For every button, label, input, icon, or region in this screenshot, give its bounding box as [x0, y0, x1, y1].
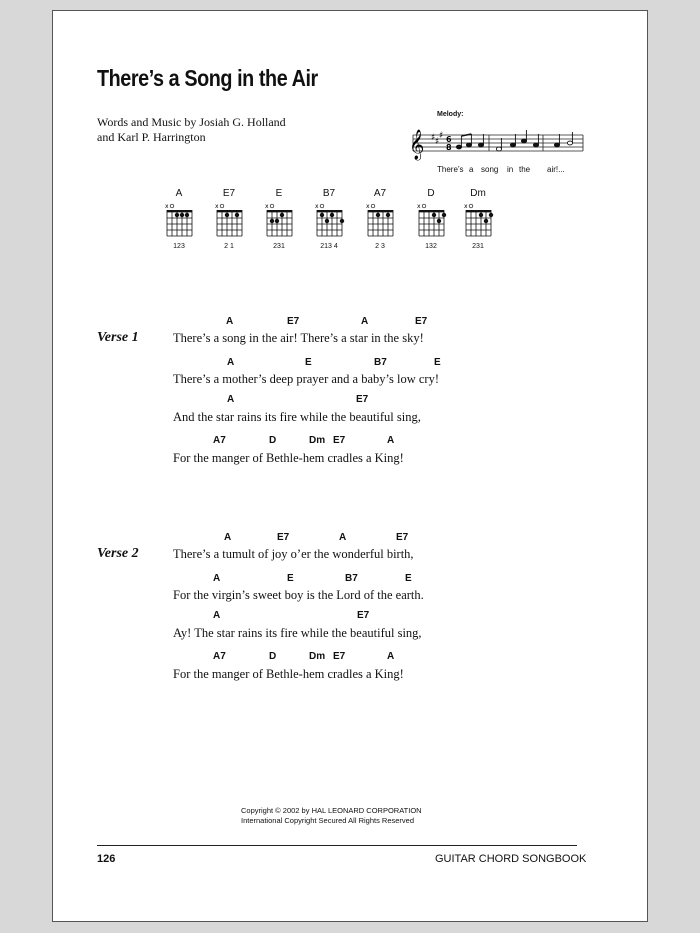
verse-1-label: Verse 1	[97, 330, 139, 345]
sheet-page	[52, 10, 648, 922]
chord-symbol: A	[224, 532, 232, 543]
svg-text:x: x	[417, 203, 421, 210]
book-title: GUITAR CHORD SONGBOOK	[435, 853, 587, 865]
svg-text:♯: ♯	[435, 137, 440, 147]
chord-fingering: 231	[273, 243, 285, 250]
verse-2	[53, 530, 649, 710]
chord-diagram	[159, 188, 199, 251]
chord-diagram-name: E	[275, 188, 283, 199]
chord-symbol: E7	[356, 394, 369, 405]
chord-symbol: D	[269, 435, 277, 446]
fretboard-grid	[162, 200, 196, 238]
lyric-line: And the star rains its fire while the beautiful sing,	[173, 410, 421, 424]
fretboard-grid	[363, 200, 397, 238]
lyric-line: For the manger of Bethle-hem cradles a King!	[173, 451, 404, 465]
chord-symbol: A7	[213, 435, 226, 446]
fretboard-grid	[414, 200, 448, 238]
verse-1	[53, 314, 649, 494]
chord-symbol: B7	[345, 573, 358, 584]
chord-fingering: 2 3	[375, 243, 385, 250]
chord-symbol: A	[387, 651, 395, 662]
chord-diagram-name: E7	[222, 188, 236, 199]
melody-word: a	[469, 165, 474, 174]
svg-text:x: x	[315, 203, 319, 210]
chord-diagrams	[153, 188, 513, 258]
chord-symbol: A	[227, 394, 235, 405]
chord-symbol: E	[405, 573, 412, 584]
chord-fingering: 231	[472, 243, 484, 250]
melody-word: song	[481, 165, 499, 174]
svg-text:x: x	[215, 203, 219, 210]
chord-symbol: A	[339, 532, 347, 543]
chord-symbol: E7	[333, 651, 346, 662]
verse-2-label: Verse 2	[97, 546, 139, 561]
melody-label: Melody:	[437, 111, 464, 118]
chord-symbol: D	[269, 651, 277, 662]
fretboard-grid	[212, 200, 246, 238]
chord-fingering: 132	[425, 243, 437, 250]
melody-snippet	[397, 111, 597, 181]
copyright-line-1: Copyright © 2002 by HAL LEONARD CORPORATION	[241, 806, 422, 815]
chord-diagram	[411, 188, 451, 251]
svg-text:♯: ♯	[431, 133, 436, 143]
lyric-line: Ay! The star rains its fire while the beautiful sing,	[173, 626, 422, 640]
chord-diagram-name: D	[427, 188, 435, 199]
chord-symbol: E	[434, 357, 441, 368]
chord-diagram	[360, 188, 400, 251]
lyric-line: There’s a song in the air! There’s a star in the sky!	[173, 331, 424, 345]
svg-text:x: x	[165, 203, 169, 210]
svg-text:8: 8	[446, 143, 452, 152]
chord-diagram	[458, 188, 498, 251]
song-title: There’s a Song in the Air	[97, 65, 318, 91]
chord-symbol: E7	[396, 532, 409, 543]
chord-diagram	[259, 188, 299, 251]
lyric-line: There’s a tumult of joy o’er the wonderful birth,	[173, 547, 414, 561]
chord-symbol: E	[287, 573, 294, 584]
melody-word: in	[507, 165, 514, 174]
chord-diagram-name: A	[175, 188, 183, 199]
melody-word: the	[519, 165, 531, 174]
chord-symbol: A	[387, 435, 395, 446]
melody-word: air!...	[547, 165, 565, 174]
chord-symbol: A	[213, 573, 221, 584]
copyright-notice	[241, 806, 422, 826]
fretboard-grid	[312, 200, 346, 238]
svg-text:6: 6	[446, 135, 452, 144]
lyric-line: There’s a mother’s deep prayer and a baby’s low cry!	[173, 372, 439, 386]
svg-text:𝄞: 𝄞	[409, 130, 425, 160]
chord-fingering: 213 4	[320, 243, 338, 250]
credits-line-1: Words and Music by Josiah G. Holland	[97, 115, 286, 129]
fretboard-grid	[262, 200, 296, 238]
svg-text:x: x	[265, 203, 269, 210]
svg-text:x: x	[366, 203, 370, 210]
chord-diagram	[309, 188, 349, 251]
chord-symbol: A	[361, 316, 369, 327]
chord-symbol: E7	[287, 316, 300, 327]
chord-symbol: E	[305, 357, 312, 368]
chord-symbol: E7	[357, 610, 370, 621]
chord-fingering: 2 1	[224, 243, 234, 250]
chord-symbol: A7	[213, 651, 226, 662]
chord-symbol: E7	[415, 316, 428, 327]
chord-symbol: A	[226, 316, 234, 327]
fretboard-grid	[461, 200, 495, 238]
chord-symbol: A	[213, 610, 221, 621]
chord-symbol: B7	[374, 357, 387, 368]
chord-diagram-name: B7	[322, 188, 336, 199]
svg-text:♯: ♯	[439, 131, 444, 141]
lyric-line: For the manger of Bethle-hem cradles a King!	[173, 667, 404, 681]
chord-symbol: Dm	[309, 651, 326, 662]
chord-symbol: A	[227, 357, 235, 368]
chord-symbol: Dm	[309, 435, 326, 446]
copyright-line-2: International Copyright Secured All Rights Reserved	[241, 816, 415, 825]
page-number: 126	[97, 853, 116, 865]
lyric-line: For the virgin’s sweet boy is the Lord of the earth.	[173, 588, 424, 602]
chord-diagram-name: Dm	[470, 188, 486, 199]
melody-word: There’s	[437, 165, 464, 174]
credits-line-2: and Karl P. Harrington	[97, 130, 206, 144]
chord-symbol: E7	[333, 435, 346, 446]
chord-fingering: 123	[173, 243, 185, 250]
chord-diagram	[209, 188, 249, 251]
svg-text:x: x	[464, 203, 468, 210]
chord-symbol: E7	[277, 532, 290, 543]
chord-diagram-name: A7	[373, 188, 387, 199]
credits	[97, 115, 286, 145]
footer-rule	[97, 845, 577, 846]
